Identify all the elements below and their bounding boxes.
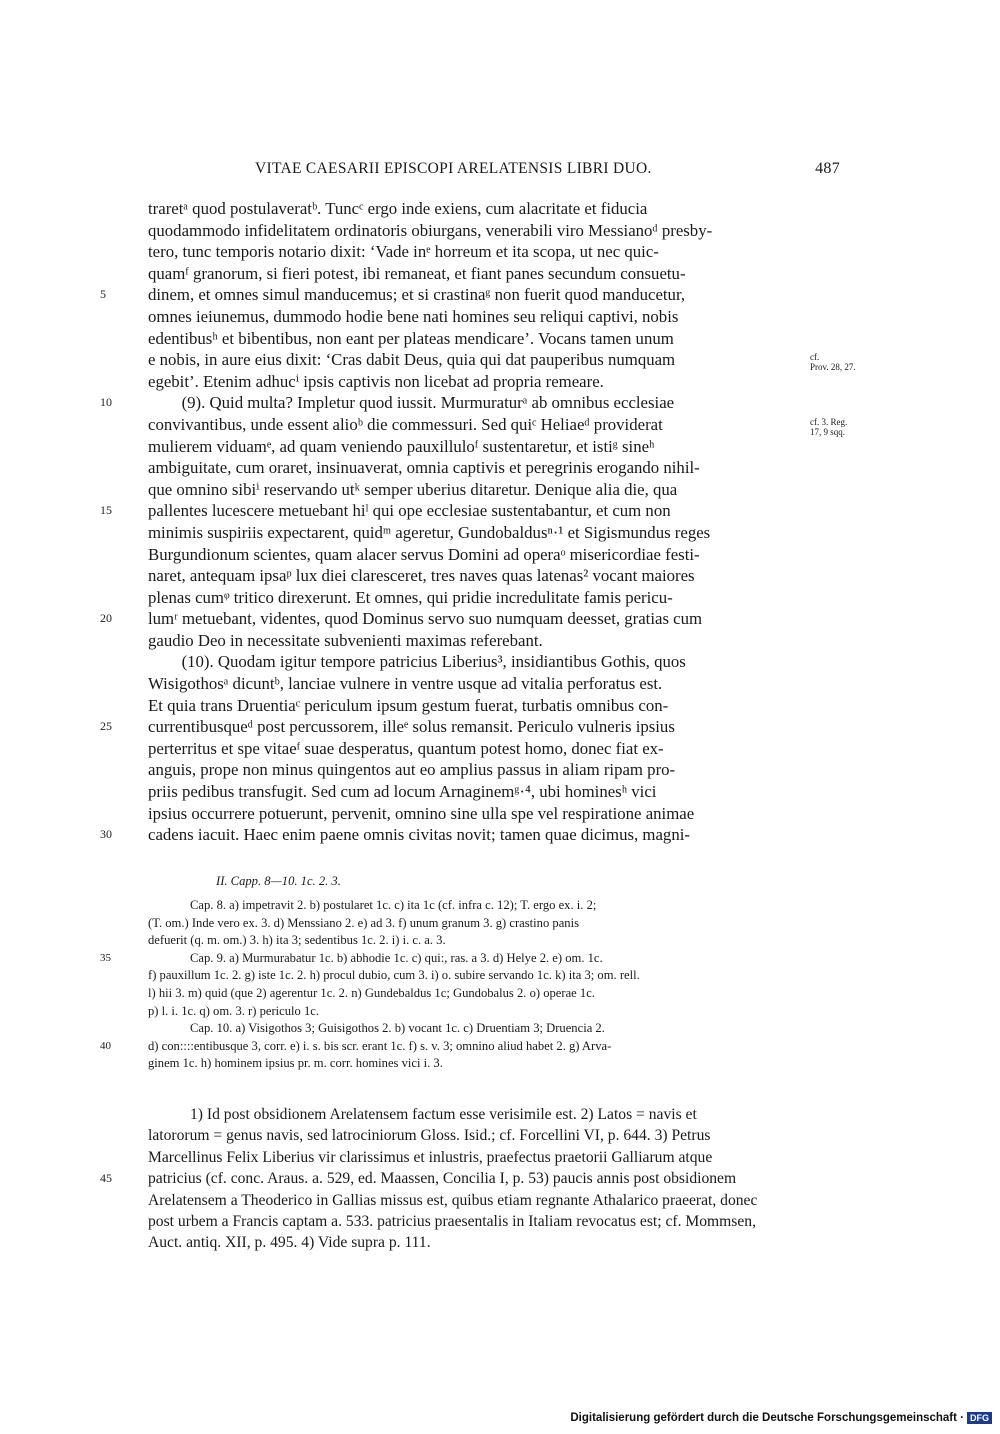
text-line	[148, 1125, 813, 1146]
line-text: ginem 1c. h) hominem ipsius pr. m. corr. homines vici i. 3.	[148, 1056, 443, 1071]
line-text: priis pedibus transfugit. Sed cum ad locum Arnaginemᵍ·⁴, ubi hominesʰ vici	[148, 782, 657, 802]
main-text	[100, 198, 813, 846]
text-line	[148, 1232, 813, 1253]
line-text: defuerit (q. m. om.) 3. h) ita 3; sedentibus 1c. 2. i) i. c. a. 3.	[148, 933, 446, 948]
text-line	[100, 1168, 813, 1189]
line-text: Arelatensem a Theoderico in Gallias missus est, quibus etiam regnante Athalarico praeerat, donec	[148, 1191, 758, 1209]
text-line	[148, 522, 813, 544]
line-text: l) hii 3. m) quid (que 2) agerentur 1c. 2. n) Gundebaldus 1c; Gundobalus 2. o) operae 1c.	[148, 985, 595, 1000]
text-line	[100, 824, 813, 846]
line-text: mulierem viduamᵉ, ad quam veniendo pauxilluloᶠ sustentaretur, et istiᵍ sineʰ	[148, 436, 655, 456]
line-text: Auct. antiq. XII, p. 495. 4) Vide supra p. 111.	[148, 1234, 431, 1252]
line-text: naret, antequam ipsaᵖ lux diei claresceret, tres naves quas latenas² vocant maiores	[148, 566, 695, 586]
line-text: edentibusʰ et bibentibus, non eant per plateas mendicare’. Vocans tamen unum	[148, 328, 674, 348]
margin-note-text: cf. 3. Reg. 17, 9 sqq.	[810, 417, 848, 437]
text-line	[100, 284, 813, 306]
text-line	[148, 263, 813, 285]
running-title: VITAE CAESARII EPISCOPI ARELATENSIS LIBRI DUO.	[255, 160, 652, 177]
text-line	[148, 651, 813, 673]
text-line	[148, 414, 813, 436]
text-line	[148, 457, 813, 479]
text-line	[148, 241, 813, 263]
line-text: d) con::::entibusque 3, corr. e) i. s. bis scr. erant 1c. f) s. v. 3; omnino aliud habet 2. g) Arva-	[148, 1038, 612, 1053]
text-line	[148, 803, 813, 825]
text-line	[148, 759, 813, 781]
text-line	[148, 587, 813, 609]
text-line	[148, 306, 813, 328]
line-text: post urbem a Francis captam a. 533. patricius praesentalis in Italiam revocatus est; cf. Mommsen,	[148, 1212, 756, 1230]
line-text: perterritus et spe vitaeᶠ suae desperatus, quantum potest homo, donec fiat ex-	[148, 738, 664, 758]
line-text: omnes ieiunemus, dummodo hodie bene nati homines seu reliqui captivi, nobis	[148, 306, 679, 326]
text-line	[148, 479, 813, 501]
line-number: 20	[100, 611, 112, 626]
funding-footer	[570, 1412, 992, 1424]
text-line	[148, 695, 813, 717]
margin-note-reg	[810, 417, 880, 437]
line-text: convivantibus, unde essent alioᵇ die commessuri. Sed quiᶜ Heliaeᵈ providerat	[148, 414, 663, 434]
text-line	[148, 897, 813, 915]
line-text: f) pauxillum 1c. 2. g) iste 1c. 2. h) procul dubio, cum 3. i) o. subire servando 1c. k) ita 3; om. rell.	[148, 968, 640, 983]
text-line	[148, 544, 813, 566]
text-line	[100, 716, 813, 738]
text-line	[148, 915, 813, 933]
dfg-logo: DFG	[967, 1412, 992, 1424]
text-line	[148, 1104, 813, 1125]
text-line	[100, 1038, 813, 1056]
text-line	[100, 500, 813, 522]
text-line	[148, 1055, 813, 1073]
line-text: (10). Quodam igitur tempore patricius Liberius³, insidiantibus Gothis, quos	[148, 652, 686, 672]
text-line	[148, 198, 813, 220]
text-line	[148, 630, 813, 652]
text-line	[148, 565, 813, 587]
text-line	[148, 349, 813, 371]
text-line	[148, 932, 813, 950]
line-text: Cap. 9. a) Murmurabatur 1c. b) abhodie 1c. c) qui:, ras. a 3. d) Helye 2. e) om. 1c.	[190, 950, 603, 965]
line-text: cadens iacuit. Haec enim paene omnis civitas novit; tamen quae dicimus, magni-	[148, 825, 690, 845]
line-number: 30	[100, 827, 112, 842]
line-text: pallentes lucescere metuebant hiˡ qui ope ecclesiae sustentabantur, et cum non	[148, 501, 671, 521]
line-text: patricius (cf. conc. Araus. a. 529, ed. Maassen, Concilia I, p. 53) paucis annis post obsidionem	[148, 1170, 737, 1188]
text-line	[148, 1147, 813, 1168]
text-line	[148, 985, 813, 1003]
text-line	[148, 220, 813, 242]
line-number: 45	[100, 1171, 112, 1186]
line-text: traretᵃ quod postulaveratᵇ. Tuncᶜ ergo inde exiens, cum alacritate et fiducia	[148, 199, 648, 218]
footnotes	[100, 1104, 813, 1254]
line-text: Burgundionum scientes, quam alacer servus Domini ad operaᵒ misericordiae festi-	[148, 544, 700, 564]
line-text: Wisigothosᵃ dicuntᵇ, lanciae vulnere in ventre usque ad vitalia perforatus est.	[148, 674, 663, 694]
text-line	[148, 1190, 813, 1211]
line-text: ambiguitate, cum oraret, insinuaverat, omnia captivis et peregrinis erogando nihil-	[148, 458, 700, 478]
line-text: gaudio Deo in necessitate subvenienti maximas referebant.	[148, 630, 543, 650]
line-number: 35	[100, 951, 111, 964]
line-text: anguis, prope non minus quingentos aut eo amplius passus in aliam ripam pro-	[148, 760, 676, 780]
text-line	[148, 967, 813, 985]
line-text: latororum = genus navis, sed latrociniorum Gloss. Isid.; cf. Forcellini VI, p. 644. 3) Petrus	[148, 1127, 711, 1145]
line-text: (9). Quid multa? Impletur quod iussit. Murmuraturᵃ ab omnibus ecclesiae	[148, 393, 675, 413]
text-line	[100, 392, 813, 414]
line-text: que omnino sibiⁱ reservando utᵏ semper uberius ditaretur. Denique alia die, qua	[148, 479, 678, 499]
critical-apparatus	[100, 874, 813, 1073]
line-text: ipsius occurrere potuerunt, pervenit, omnino sine ulla spe vel respiratione animae	[148, 803, 695, 823]
footer-text: Digitalisierung gefördert durch die Deutsche Forschungsgemeinschaft ·	[570, 1412, 964, 1424]
apparatus-lines	[100, 897, 813, 1073]
line-text: p) l. i. 1c. q) om. 3. r) periculo 1c.	[148, 1003, 320, 1018]
line-text: minimis suspiriis expectarent, quidᵐ ageretur, Gundobaldusⁿ·¹ et Sigismundus reges	[148, 522, 711, 542]
line-text: e nobis, in aure eius dixit: ‘Cras dabit Deus, quia qui dat pauperibus numquam	[148, 350, 676, 370]
margin-note-text: cf. Prov. 28, 27.	[810, 352, 856, 372]
line-text: plenas cumᵠ tritico direxerunt. Et omnes, qui pridie incredulitate famis pericu-	[148, 587, 673, 607]
text-line	[100, 608, 813, 630]
text-line	[148, 673, 813, 695]
line-number: 25	[100, 719, 112, 734]
text-line	[148, 781, 813, 803]
margin-note-prov	[810, 352, 880, 372]
text-line	[148, 371, 813, 393]
text-line	[148, 436, 813, 458]
line-text: dinem, et omnes simul manducemus; et si crastinaᵍ non fuerit quod manducetur,	[148, 285, 686, 305]
apparatus-heading: II. Capp. 8—10. 1c. 2. 3.	[216, 874, 341, 888]
line-text: 1) Id post obsidionem Arelatensem factum esse verisimile est. 2) Latos = navis et	[190, 1106, 697, 1123]
line-text: Cap. 8. a) impetravit 2. b) postularet 1c. c) ita 1c (cf. infra c. 12); T. ergo ex. i. 2;	[190, 898, 597, 912]
text-line	[148, 1003, 813, 1021]
line-number: 10	[100, 395, 112, 410]
text-line	[148, 738, 813, 760]
text-line	[100, 950, 813, 968]
page-number: 487	[815, 160, 840, 177]
line-text: Et quia trans Druentiaᶜ periculum ipsum gestum fuerat, turbatis omnibus con-	[148, 695, 669, 715]
line-text: quodammodo infidelitatem ordinatoris obiurgans, venerabili viro Messianoᵈ presby-	[148, 220, 713, 240]
text-line	[148, 1020, 813, 1038]
text-line	[148, 328, 813, 350]
line-text: Cap. 10. a) Visigothos 3; Guisigothos 2. b) vocant 1c. c) Druentiam 3; Druencia 2.	[190, 1021, 605, 1036]
line-text: currentibusqueᵈ post percussorem, illeᵉ solus remansit. Periculo vulneris ipsius	[148, 717, 675, 737]
line-text: (T. om.) Inde vero ex. 3. d) Menssiano 2. e) ad 3. f) unum granum 3. g) crastino panis	[148, 915, 579, 930]
line-text: egebit’. Etenim adhucⁱ ipsis captivis non licebat ad propria remeare.	[148, 371, 604, 391]
text-line	[148, 1211, 813, 1232]
line-text: lumʳ metuebant, videntes, quod Dominus servo suo numquam deesset, gratias cum	[148, 609, 703, 629]
line-number: 15	[100, 503, 112, 518]
line-number: 40	[100, 1039, 111, 1052]
line-text: Marcellinus Felix Liberius vir clarissimus et inlustris, praefectus praetorii Galliarum atque	[148, 1148, 713, 1166]
line-number: 5	[100, 287, 106, 302]
line-text: quamᶠ granorum, si fieri potest, ibi remaneat, et fiant panes secundum consuetu-	[148, 263, 686, 283]
line-text: tero, tunc temporis notario dixit: ‘Vade inᵉ horreum et ita scopa, ut nec quic-	[148, 242, 659, 262]
